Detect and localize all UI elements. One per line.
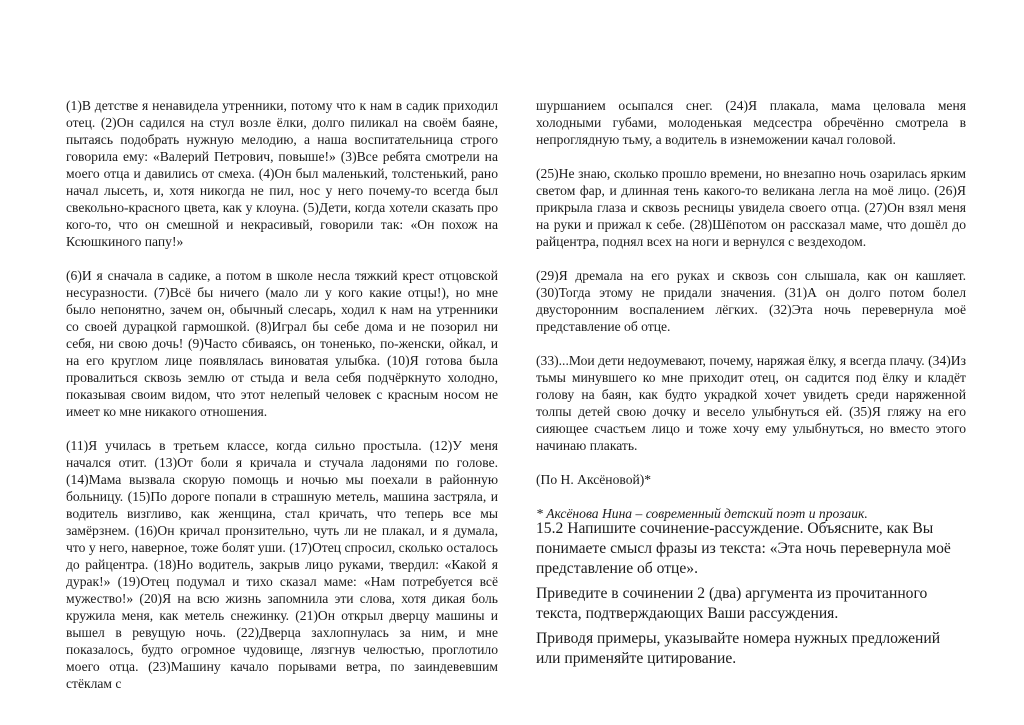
essay-task <box>536 519 966 674</box>
paragraph-3: (11)Я училась в третьем классе, когда сильно простыла. (12)У меня начался отит. (13)От боли я кричала и стучала ладонями по голове. (14)Мама вызвала скорую помощь и ночью мы поехали в районную больницу. (15)По дороге попали в страшную метель, машина застряла, и водитель визгливо, как женщина, стал кричать, что теперь все мы замёрзнем. (16)Он кричал пронзительно, чуть ли не плакал, и я думала, что у него, наверное, тоже болят уши. (17)Отец спросил, сколько осталось до райцентра. (18)Но водитель, закрыв лицо руками, твердил: «Какой я дурак!» (19)Отец подумал и тихо сказал маме: «Нам потребуется всё мужество!» (20)Я на всю жизнь запомнила эти слова, хотя дикая боль кружила меня, как метель снежинку. (21)Он открыл дверцу машины и вышел в ревущую ночь. (22)Дверца захлопнулась за ним, и мне показалось, будто огромное чудовище, лязгнув челюстью, проглотило моего отца. (23)Машину качало порывами ветра, по заиндевевшим стёклам с <box>66 438 498 691</box>
left-text-column <box>66 97 498 709</box>
paragraph-5: (25)Не знаю, сколько прошло времени, но внезапно ночь озарилась ярким светом фар, и длинная тень какого-то великана легла на моё лицо. (26)Я прикрыла глаза и сквозь ресницы увидела своего отца. (27)Он взял меня на руки и прижал к себе. (28)Шёпотом он рассказал маме, что дошёл до райцентра, поднял всех на ноги и вернулся с вездеходом. <box>536 166 966 249</box>
paragraph-4: шуршанием осыпался снег. (24)Я плакала, мама целовала меня холодными губами, молоденькая медсестра обречённо смотрела в непроглядную тьму, а водитель в изнеможении качал головой. <box>536 98 966 147</box>
paragraph-6: (29)Я дремала на его руках и сквозь сон слышала, как он кашляет. (30)Тогда этому не придали значения. (31)А он долго потом болел двусторонним воспалением лёгких. (32)Эта ночь перевернула моё представление об отце. <box>536 268 966 334</box>
task-arguments: Приведите в сочинении 2 (два) аргумента из прочитанного текста, подтверждающих Ваши рассуждения. <box>536 585 928 622</box>
source-attribution: (По Н. Аксёновой)* <box>536 472 652 487</box>
task-citation: Приводя примеры, указывайте номера нужных предложений или применяйте цитирование. <box>536 630 941 667</box>
paragraph-1: (1)В детстве я ненавидела утренники, потому что к нам в садик приходил отец. (2)Он садился на стул возле ёлки, долго пиликал на своём баяне, пытаясь подобрать нужную мелодию, а наша воспитательница строго говорила ему: «Валерий Петрович, повыше!» (3)Все ребята смотрели на моего отца и давились от смеха. (4)Он был маленький, толстенький, рано начал лысеть, и, хотя никогда не пил, нос у него почему-то всегда был свекольно-красного цвета, как у клоуна. (5)Дети, когда хотели сказать про кого-то, что он смешной и некрасивый, говорили так: «Он похож на Ксюшкиного папу!» <box>66 98 498 249</box>
paragraph-2: (6)И я сначала в садике, а потом в школе несла тяжкий крест отцовской несуразности. (7)Всё бы ничего (мало ли у кого какие отцы!), но мне было непонятно, зачем он, обычный слесарь, ходил к нам на утренники со своей дурацкой гармошкой. (8)Играл бы себе дома и не позорил ни себя, ни свою дочь! (9)Часто сбиваясь, он тоненько, по-женски, ойкал, и на его круглом лице появлялась виноватая улыбка. (10)Я готова была провалиться сквозь землю от стыда и вела себя подчёркнуто холодно, показывая своим видом, что этот нелепый человек с красным носом не имеет ко мне никакого отношения. <box>66 268 498 419</box>
author-footnote: * Аксёнова Нина – современный детский поэт и прозаик. <box>536 506 868 521</box>
right-text-column <box>536 97 966 522</box>
paragraph-7: (33)...Мои дети недоумевают, почему, наряжая ёлку, я всегда плачу. (34)Из тьмы минувшего ко мне приходит отец, он садится под ёлку и кладёт голову на баян, как будто украдкой хочет увидеть среди наряженной толпы детей свою дочку и весело улыбнуться ей. (35)Я гляжу на его сияющее счастьем лицо и тоже хочу ему улыбнуться, но вместо этого начинаю плакать. <box>536 353 966 453</box>
task-instruction: 15.2 Напишите сочинение-рассуждение. Объясните, как Вы понимаете смысл фразы из текста: «Эта ночь перевернула моё представление об отце». <box>536 520 951 577</box>
